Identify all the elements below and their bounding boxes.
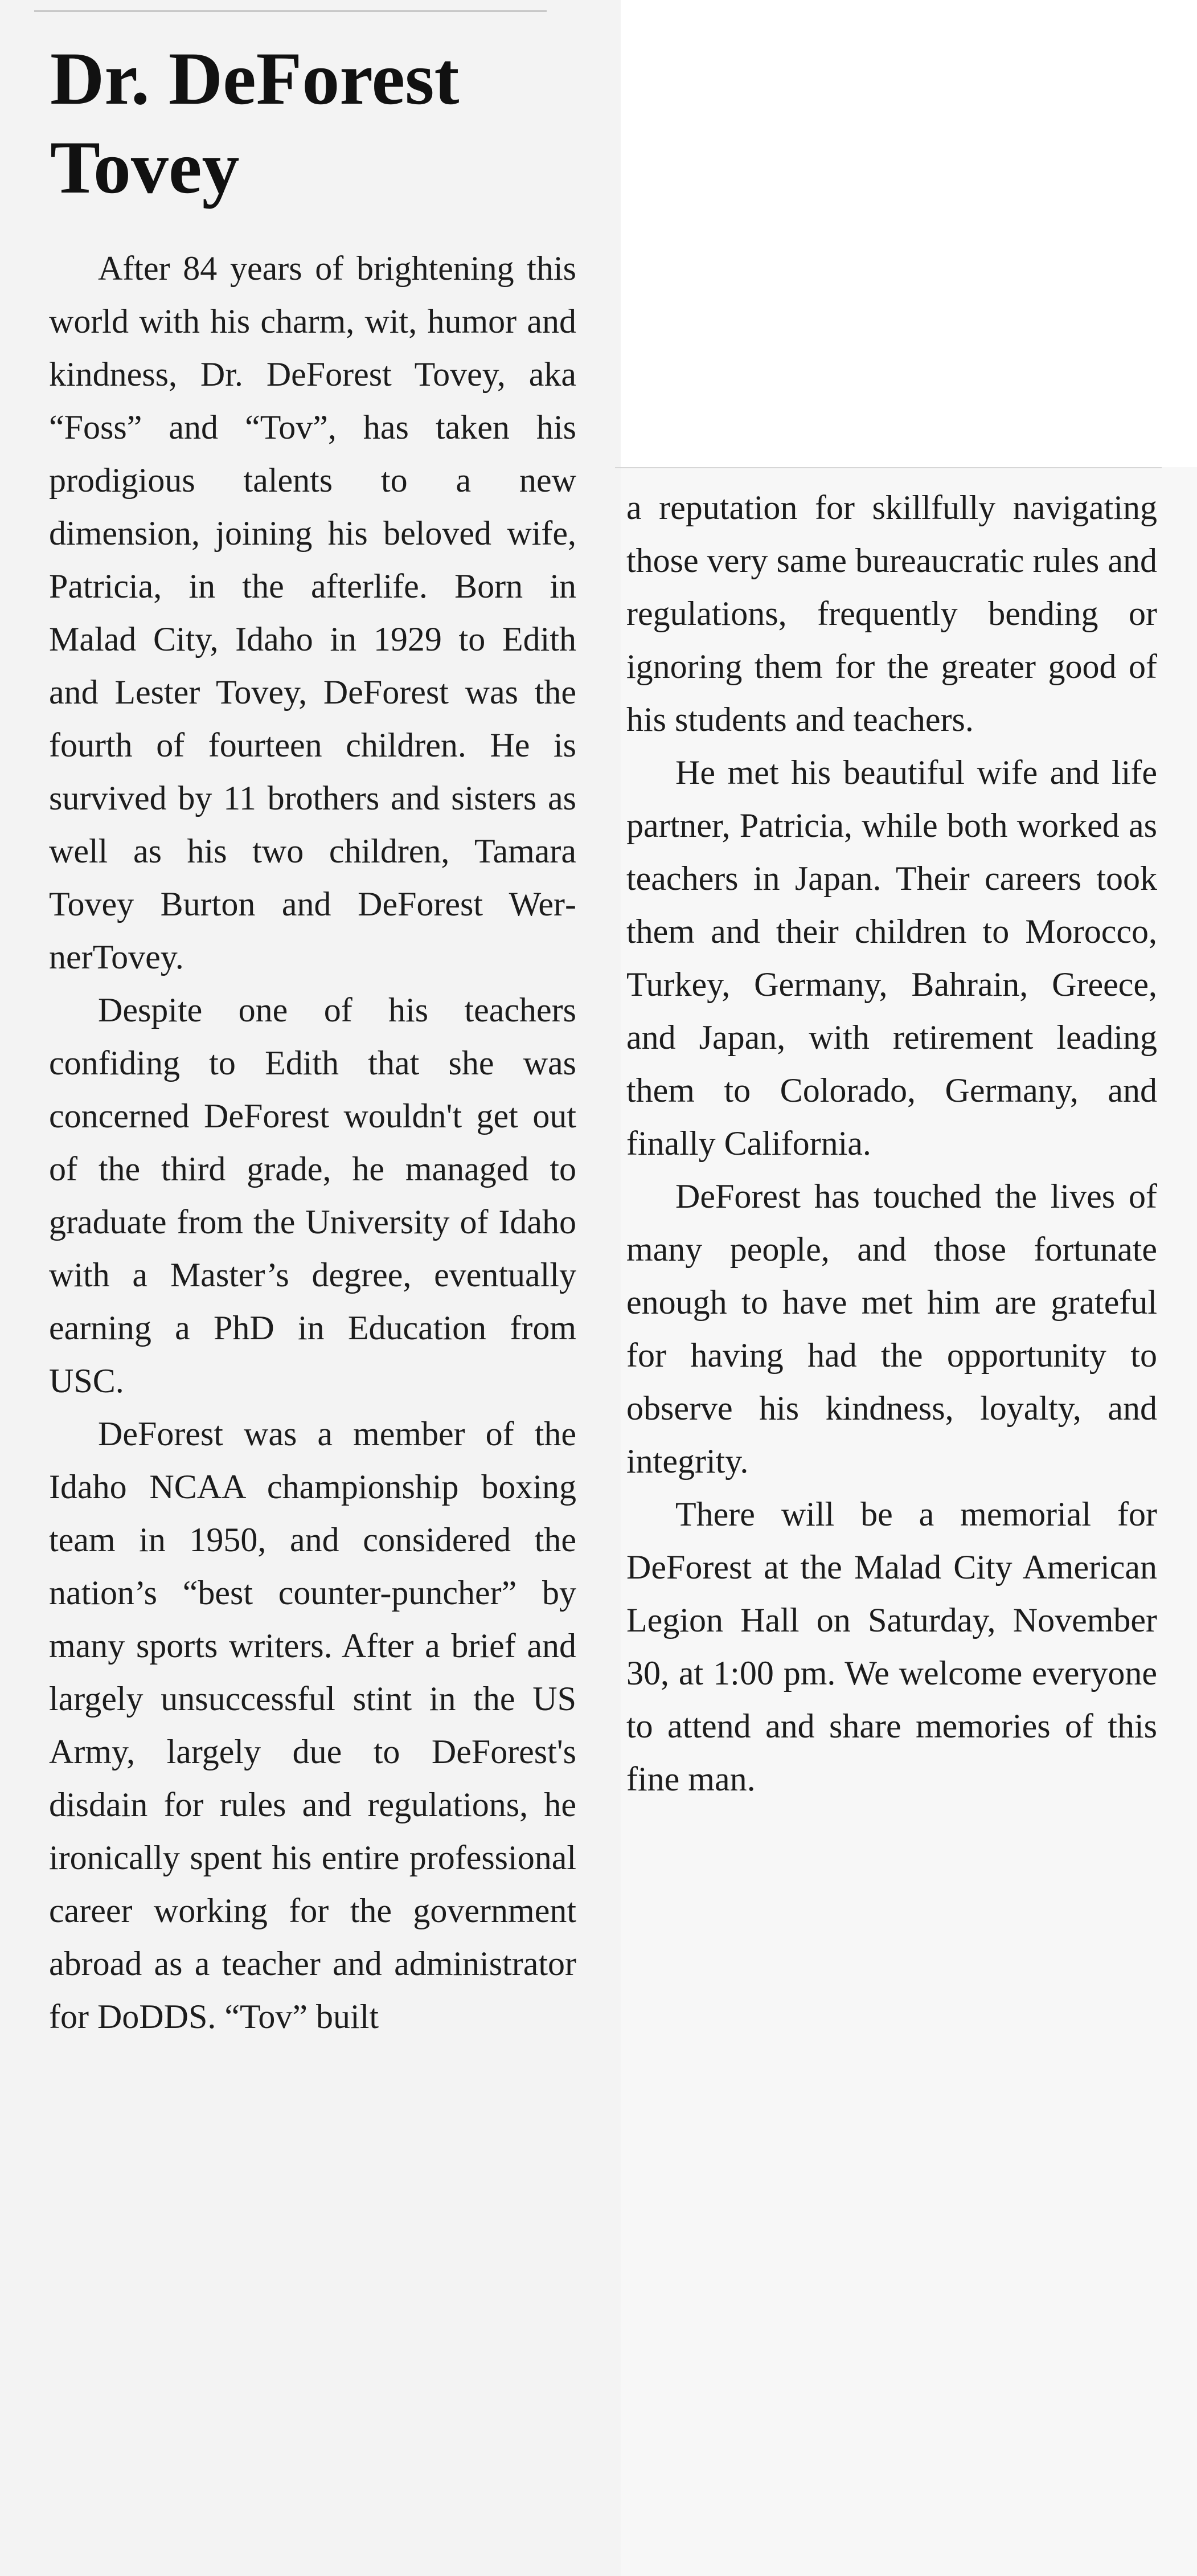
paragraph-family: He met his beautiful wife and life partner, Patricia, while both worked as teachers in Japan. Their careers took them and their children to Morocco, Turkey, Germany, Bahrain, Greece, and Japan, with retirement leading them to Colorado, Germany, and finally California. (626, 754, 1157, 1162)
right-column (626, 481, 1157, 1806)
paragraph-memorial: There will be a memorial for DeForest at the Malad City American Legion Hall on Saturday, November 30, at 1:00 pm. We welcome everyone to attend and share memories of this fine man. (626, 1495, 1157, 1798)
column-rule (615, 467, 1162, 468)
left-column (49, 242, 576, 2043)
obituary-headline: Dr. DeForest Tovey (50, 36, 460, 209)
paragraph-education: Despite one of his teachers confiding to Edith that she was concerned DeForest wouldn't get out of the third grade, he managed to graduate from the University of Idaho with a Master’s degree, eventually earning a PhD in Education from USC. (49, 991, 576, 1400)
paragraph-intro: After 84 years of brightening this world with his charm, wit, humor and kindness, Dr. DeForest Tovey, aka “Foss” and “Tov”, has taken his prodigious talents to a new dimension, joining his beloved wife, Patricia, in the afterlife. Born in Malad City, Idaho in 1929 to Edith and Lester Tovey, DeForest was the fourth of fourteen children. He is survived by 11 brothers and sisters as well as his two children, Tamara Tovey Burton and DeForest WernerTovey. (49, 250, 576, 976)
paragraph-career-continued: a reputation for skillfully navigating those very same bureaucratic rules and regulations, frequently bending or ignoring them for the greater good of his students and teachers. (626, 489, 1157, 738)
top-rule (34, 10, 547, 12)
paragraph-career: DeForest was a member of the Idaho NCAA championship boxing team in 1950, and considered the nation’s “best counter-puncher” by many sports writers. After a brief and largely unsuccessful stint in the US Army, largely due to DeForest's disdain for rules and regulations, he ironically spent his entire professional career working for the government abroad as a teacher and administrator for DoDDS. “Tov” built (49, 1415, 576, 2035)
paragraph-legacy: DeForest has touched the lives of many people, and those fortunate enough to have met him are grateful for having had the opportunity to observe his kindness, loyalty, and integrity. (626, 1177, 1157, 1480)
